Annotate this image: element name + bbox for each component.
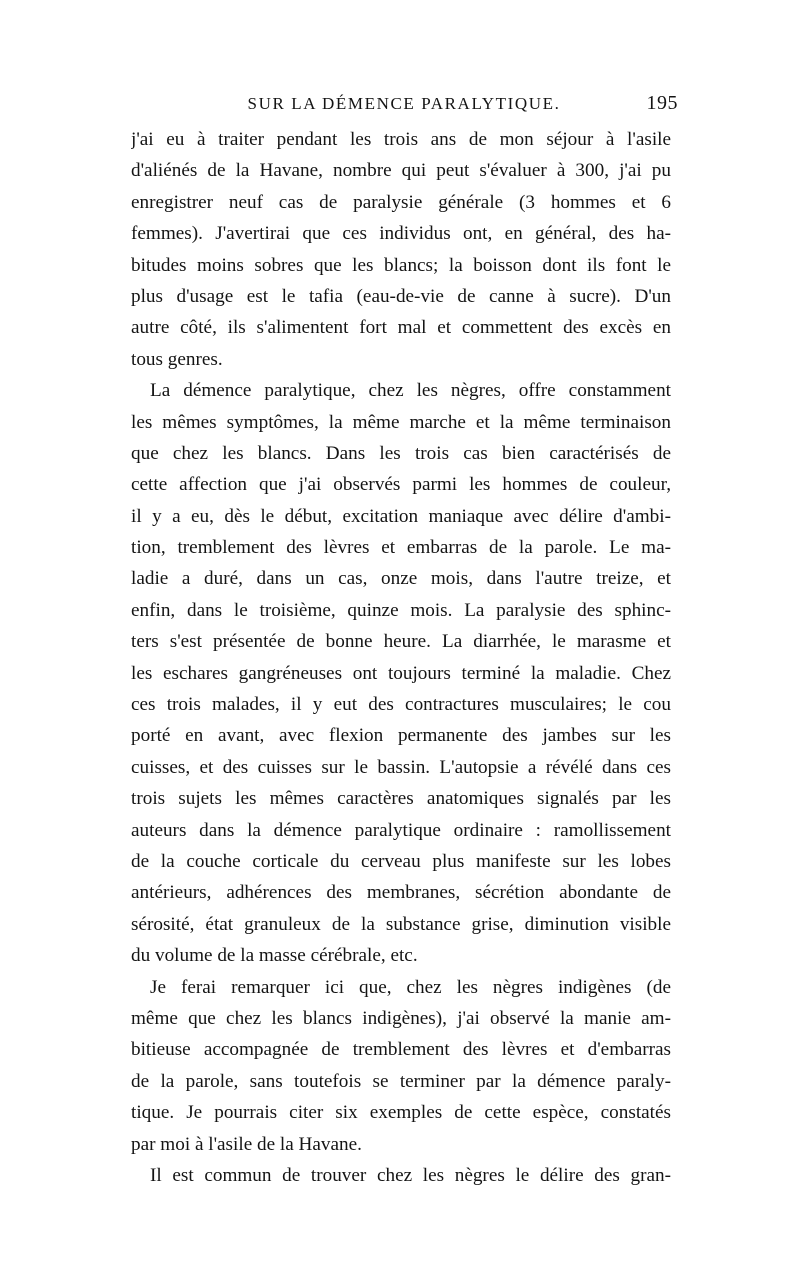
text-line: trois sujets les mêmes caractères anatomiques signalés par les	[131, 788, 671, 810]
text-line: j'ai eu à traiter pendant les trois ans de mon séjour à l'asile	[131, 129, 671, 150]
text-line: du volume de la masse cérébrale, etc.	[131, 945, 418, 967]
text-line: de la couche corticale du cerveau plus manifeste sur les lobes	[131, 850, 671, 872]
text-line: cuisses, et des cuisses sur le bassin. L'autopsie a révélé dans ces	[131, 756, 671, 778]
text-line: enfin, dans le troisième, quinze mois. La paralysie des sphinc-	[131, 599, 671, 621]
text-line: cette affection que j'ai observés parmi les hommes de couleur,	[131, 474, 671, 496]
text-line: les mêmes symptômes, la même marche et la même terminaison	[131, 411, 671, 433]
text-line: ces trois malades, il y eut des contractures musculaires; le cou	[131, 694, 671, 716]
text-line: sérosité, état granuleux de la substance grise, diminution visible	[131, 913, 671, 935]
text-line: d'aliénés de la Havane, nombre qui peut s'évaluer à 300, j'ai pu	[131, 160, 671, 182]
text-line: de la parole, sans toutefois se terminer par la démence paraly-	[131, 1070, 671, 1092]
body-text	[131, 124, 671, 1191]
text-line: plus d'usage est le tafia (eau-de-vie de canne à sucre). D'un	[131, 285, 671, 307]
running-header	[130, 94, 678, 124]
text-line: par moi à l'asile de la Havane.	[131, 1133, 362, 1155]
page-number: 195	[646, 92, 678, 114]
text-line: antérieurs, adhérences des membranes, sécrétion abondante de	[131, 882, 671, 904]
running-title: SUR LA DÉMENCE PARALYTIQUE.	[247, 94, 561, 113]
text-line: que chez les blancs. Dans les trois cas bien caractérisés de	[131, 442, 671, 464]
text-line: bitieuse accompagnée de tremblement des lèvres et d'embarras	[131, 1039, 671, 1061]
text-line: auteurs dans la démence paralytique ordinaire : ramollissement	[131, 819, 671, 841]
text-line: femmes). J'avertirai que ces individus ont, en général, des ha-	[131, 223, 671, 245]
text-line: ters s'est présentée de bonne heure. La diarrhée, le marasme et	[131, 631, 671, 653]
text-line: Il est commun de trouver chez les nègres le délire des gran-	[150, 1164, 671, 1186]
text-line: tique. Je pourrais citer six exemples de cette espèce, constatés	[131, 1102, 671, 1124]
text-line: tion, tremblement des lèvres et embarras de la parole. Le ma-	[131, 537, 671, 559]
text-line: même que chez les blancs indigènes), j'ai observé la manie am-	[131, 1007, 671, 1029]
text-line: ladie a duré, dans un cas, onze mois, dans l'autre treize, et	[131, 568, 671, 590]
text-line: porté en avant, avec flexion permanente des jambes sur les	[131, 725, 671, 747]
text-line: enregistrer neuf cas de paralysie générale (3 hommes et 6	[131, 191, 671, 213]
text-line: autre côté, ils s'alimentent fort mal et commettent des excès en	[131, 317, 671, 339]
text-line: La démence paralytique, chez les nègres, offre constamment	[150, 380, 671, 402]
text-line: Je ferai remarquer ici que, chez les nègres indigènes (de	[150, 976, 671, 998]
text-line: les eschares gangréneuses ont toujours terminé la maladie. Chez	[131, 662, 671, 684]
text-line: tous genres.	[131, 348, 223, 370]
text-line: bitudes moins sobres que les blancs; la boisson dont ils font le	[131, 254, 671, 276]
text-line: il y a eu, dès le début, excitation maniaque avec délire d'ambi-	[131, 505, 671, 527]
